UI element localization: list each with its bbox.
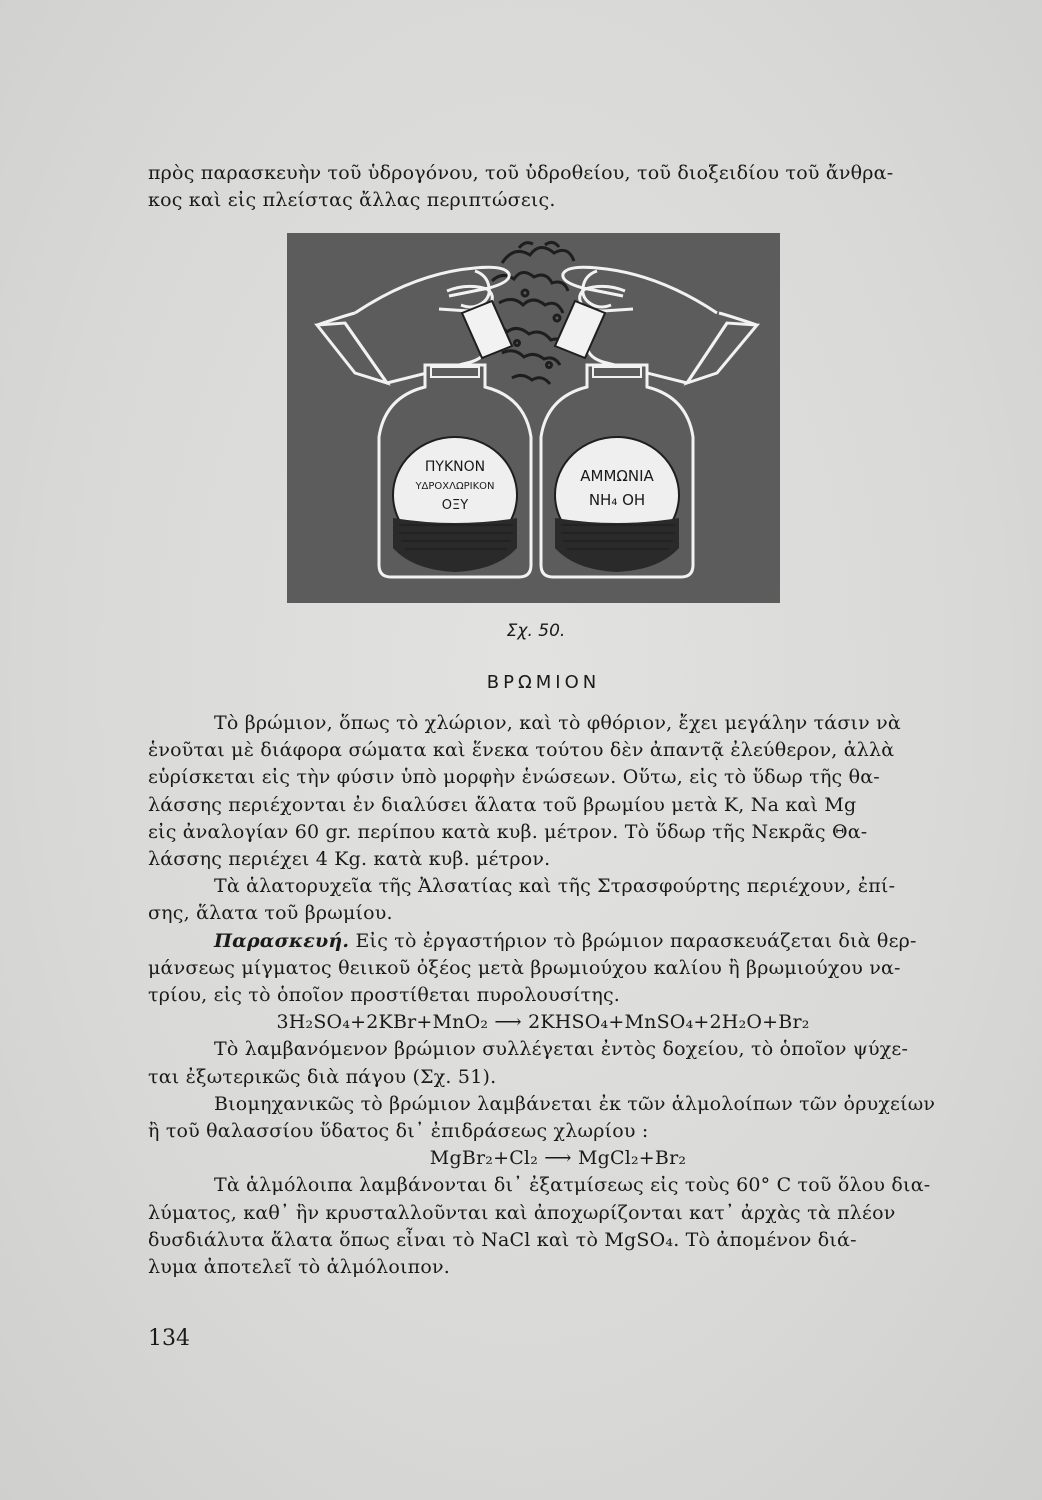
right-label-line-1: ΑΜΜΩΝΙΑ <box>580 467 654 485</box>
left-label-line-2: ΥΔΡΟΧΛΩΡΙΚΟΝ <box>415 481 495 492</box>
chemical-equation-1: 3H₂SO₄+2KBr+MnO₂ ⟶ 2KHSO₄+MnSO₄+2H₂O+Br₂ <box>276 1011 810 1034</box>
text-line: λυμα ἀποτελεῖ τὸ ἁλμόλοιπον. <box>148 1256 450 1279</box>
text-line: λάσσης περιέχει 4 Kg. κατὰ κυβ. μέτρον. <box>148 848 551 871</box>
bottles-hands-drawing <box>287 233 780 603</box>
left-label-line-3: ΟΞΥ <box>441 498 469 513</box>
text-line: μάνσεως μίγματος θειικοῦ ὀξέος μετὰ βρωμιούχου καλίου ἢ βρωμιούχου να- <box>148 956 901 979</box>
text-line: Βιομηχανικῶς τὸ βρώμιον λαμβάνεται ἐκ τῶν ἁλμολοίπων τῶν ὀρυχείων <box>214 1092 936 1115</box>
text-line: ται ἐξωτερικῶς διὰ πάγου (Σχ. 51). <box>148 1065 497 1088</box>
text-line: κος καὶ εἰς πλείστας ἄλλας περιπτώσεις. <box>148 189 556 212</box>
text-line: Τὰ ἁλατορυχεῖα τῆς Ἀλσατίας καὶ τῆς Στρασφούρτης περιέχουν, ἐπί- <box>214 875 896 898</box>
body-text <box>148 710 936 1281</box>
text-line: λύματος, καθ᾽ ἣν κρυσταλλοῦνται καὶ ἀποχωρίζονται κατ᾽ ἀρχὰς τὰ πλέον <box>148 1201 896 1224</box>
chemical-equation-2: MgBr₂+Cl₂ ⟶ MgCl₂+Br₂ <box>429 1147 687 1170</box>
text-line: Τὰ ἁλμόλοιπα λαμβάνονται δι᾽ ἐξατμίσεως εἰς τοὺς 60° C τοῦ ὅλου δια- <box>214 1174 931 1197</box>
text-line: λάσσης περιέχονται ἐν διαλύσει ἅλατα τοῦ βρωμίου μετὰ K, Na καὶ Mg <box>148 793 857 816</box>
page-number: 134 <box>148 1326 190 1351</box>
text-line <box>148 928 917 955</box>
text-line: σης, ἅλατα τοῦ βρωμίου. <box>148 902 393 925</box>
section-title: ΒΡΩΜΙΟΝ <box>486 672 601 693</box>
text-fragment: Εἰς τὸ ἐργαστήριον τὸ βρώμιον παρασκευάζεται διὰ θερ- <box>349 929 917 952</box>
text-line: τρίου, εἰς τὸ ὁποῖον προστίθεται πυρολουσίτης. <box>148 984 621 1007</box>
subheading-preparation: Παρασκευή. <box>214 929 350 952</box>
text-line: εἰς ἀναλογίαν 60 gr. περίπου κατὰ κυβ. μέτρον. Τὸ ὕδωρ τῆς Νεκρᾶς Θα- <box>148 820 868 843</box>
text-line: εὑρίσκεται εἰς τὴν φύσιν ὑπὸ μορφὴν ἑνώσεων. Οὕτω, εἰς τὸ ὕδωρ τῆς θα- <box>148 766 880 789</box>
text-line: ἢ τοῦ θαλασσίου ὕδατος δι᾽ ἐπιδράσεως χλωρίου : <box>148 1120 649 1143</box>
text-line: δυσδιάλυτα ἅλατα ὅπως εἶναι τὸ NaCl καὶ τὸ MgSO₄. Τὸ ἀπομένον διά- <box>148 1228 857 1251</box>
figure-50-illustration <box>287 233 780 603</box>
text-line: πρὸς παρασκευὴν τοῦ ὑδρογόνου, τοῦ ὑδροθείου, τοῦ διοξειδίου τοῦ ἄνθρα- <box>148 162 894 184</box>
intro-paragraph <box>148 160 908 214</box>
text-line: ἑνοῦται μὲ διάφορα σώματα καὶ ἕνεκα τούτου δὲν ἀπαντᾷ ἐλεύθερον, ἀλλὰ <box>148 739 895 762</box>
right-label-line-2: ΝΗ₄ ΟΗ <box>588 491 646 509</box>
figure-caption: Σχ. 50. <box>506 621 566 641</box>
left-label-line-1: ΠΥΚΝΟΝ <box>424 459 486 475</box>
text-line: Τὸ λαμβανόμενον βρώμιον συλλέγεται ἐντὸς δοχείου, τὸ ὁποῖον ψύχε- <box>214 1038 909 1061</box>
text-line: Τὸ βρώμιον, ὅπως τὸ χλώριον, καὶ τὸ φθόριον, ἔχει μεγάλην τάσιν νὰ <box>214 712 901 734</box>
